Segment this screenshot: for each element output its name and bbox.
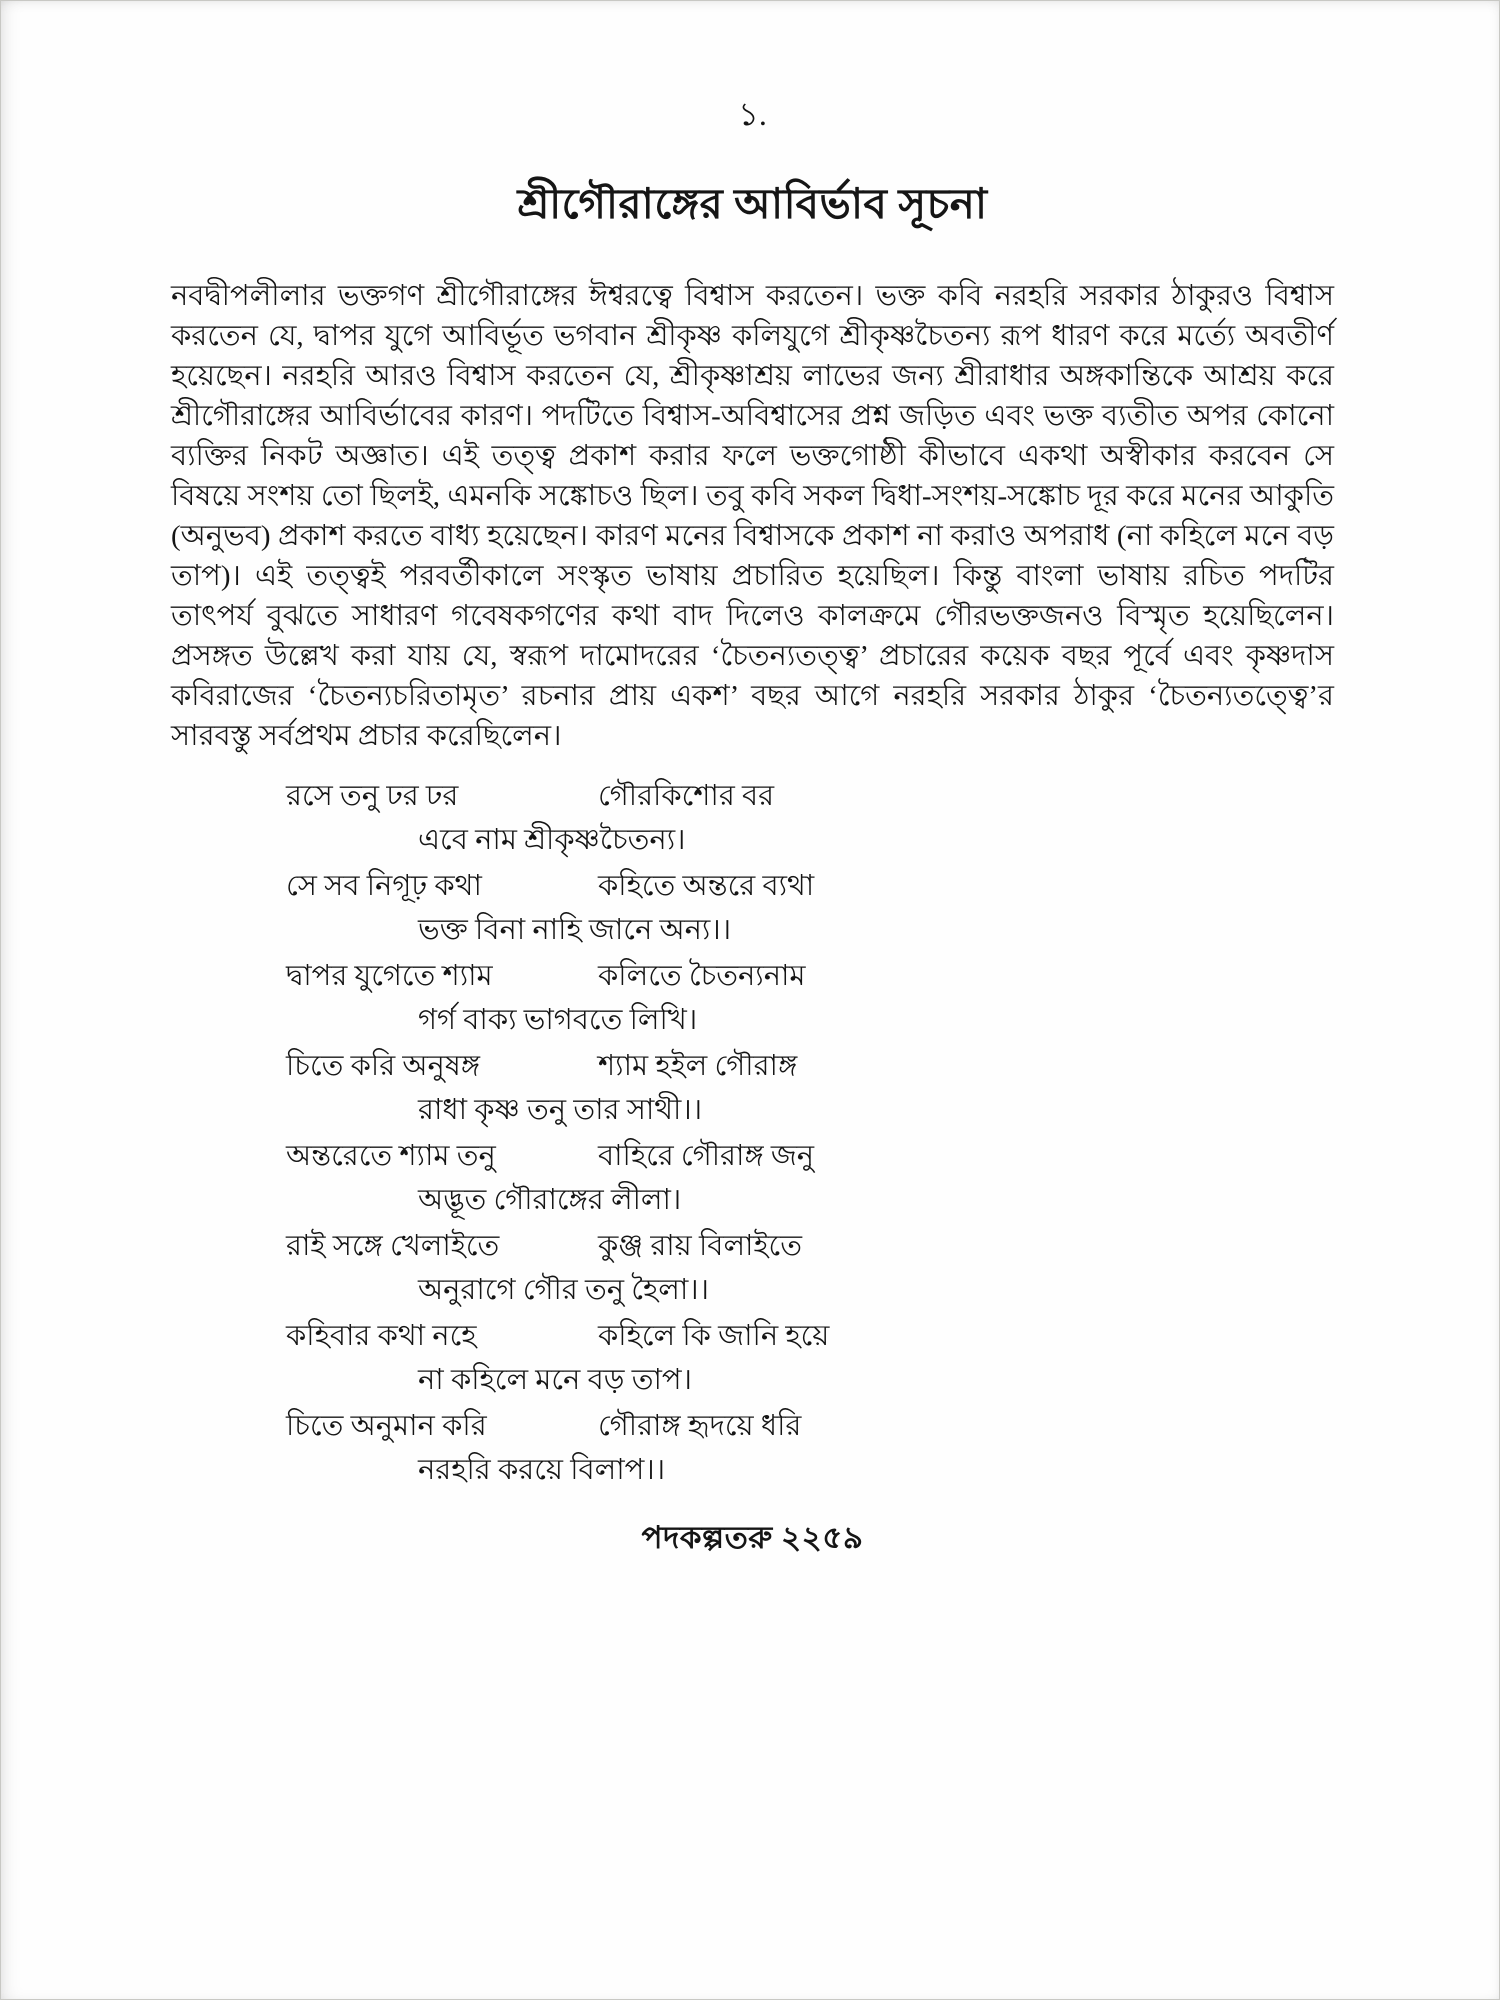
verse-left: দ্বাপর যুগেতে শ্যাম	[286, 960, 493, 993]
verse-bottom-line: ভক্ত বিনা নাহি জানে অন্য।।	[418, 914, 732, 947]
verse-couplet	[286, 1134, 1334, 1222]
verse-top-line	[286, 774, 1334, 818]
page-title: শ্রীগৌরাঙ্গের আবির্ভাব সূচনা	[517, 182, 988, 229]
verse-bottom-line: অনুরাগে গৌর তনু হৈলা।।	[418, 1274, 710, 1307]
verse-right: কহিতে অন্তরে ব্যথা	[598, 870, 815, 903]
verse-bottom-line: গর্গ বাক্য ভাগবতে লিখি।	[418, 1004, 698, 1037]
verse-top-line	[286, 1224, 1334, 1268]
verse-couplet	[286, 1224, 1334, 1312]
footer-citation: পদকল্পতরু ২২৫৯	[641, 1520, 864, 1556]
verse-left: চিতে করি অনুষঙ্গ	[286, 1050, 481, 1083]
verse-left: অন্তরেতে শ্যাম তনু	[286, 1140, 496, 1173]
verse-couplet	[286, 1044, 1334, 1132]
verse-bottom-line: অদ্ভূত গৌরাঙ্গের লীলা।	[418, 1184, 682, 1217]
verse-bottom-line: রাধা কৃষ্ণ তনু তার সাথী।।	[418, 1094, 703, 1127]
verse-right: গৌরাঙ্গ হৃদয়ে ধরি	[598, 1410, 802, 1443]
verse-right: বাহিরে গৌরাঙ্গ জনু	[598, 1140, 815, 1173]
verse-top-line	[286, 1044, 1334, 1088]
verse-couplet	[286, 864, 1334, 952]
verse-bottom-line: এবে নাম শ্রীকৃষ্ণচৈতন্য।	[418, 824, 686, 857]
verse-top-line	[286, 1314, 1334, 1358]
verse-right: কলিতে চৈতন্যনাম	[598, 960, 806, 993]
verse-block	[286, 774, 1334, 1492]
verse-couplet	[286, 954, 1334, 1042]
verse-left: সে সব নিগূঢ় কথা	[286, 870, 482, 903]
verse-left: রাই সঙ্গে খেলাইতে	[286, 1230, 500, 1263]
verse-right: শ্যাম হইল গৌরাঙ্গ	[598, 1050, 798, 1083]
verse-left: কহিবার কথা নহে	[286, 1320, 477, 1353]
verse-bottom-line: না কহিলে মনে বড় তাপ।	[418, 1364, 692, 1397]
verse-bottom-line: নরহরি করয়ে বিলাপ।।	[418, 1454, 666, 1487]
verse-top-line	[286, 864, 1334, 908]
verse-top-line	[286, 1134, 1334, 1178]
body-paragraph: নবদ্বীপলীলার ভক্তগণ শ্রীগৌরাঙ্গের ঈশ্বরত্বে বিশ্বাস করতেন। ভক্ত কবি নরহরি সরকার ঠাকুরও বিশ্বাস করতেন যে, দ্বাপর যুগে আবির্ভূত ভগবান শ্রীকৃষ্ণ কলিযুগে শ্রীকৃষ্ণচৈতন্য রূপ ধারণ করে মর্ত্যে অবতীর্ণ হয়েছেন। নরহরি আরও বিশ্বাস করতেন যে, শ্রীকৃষ্ণাশ্রয় লাভের জন্য শ্রীরাধার অঙ্গকান্তিকে আশ্রয় করে শ্রীগৌরাঙ্গের আবির্ভাবের কারণ। পদটিতে বিশ্বাস-অবিশ্বাসের প্রশ্ন জড়িত এবং ভক্ত ব্যতীত অপর কোনো ব্যক্তির নিকট অজ্ঞাত। এই তত্ত্ব প্রকাশ করার ফলে ভক্তগোষ্ঠী কীভাবে একথা অস্বীকার করবেন সে বিষয়ে সংশয় তো ছিলই, এমনকি সঙ্কোচও ছিল। তবু কবি সকল দ্বিধা-সংশয়-সঙ্কোচ দূর করে মনের আকুতি (অনুভব) প্রকাশ করতে বাধ্য হয়েছেন। কারণ মনের বিশ্বাসকে প্রকাশ না করাও অপরাধ (না কহিলে মনে বড় তাপ)। এই তত্ত্বই পরবর্তীকালে সংস্কৃত ভাষায় প্রচারিত হয়েছিল। কিন্তু বাংলা ভাষায় রচিত পদটির তাৎপর্য বুঝতে সাধারণ গবেষকগণের কথা বাদ দিলেও কালক্রমে গৌরভক্তজনও বিস্মৃত হয়েছিলেন। প্রসঙ্গত উল্লেখ করা যায় যে, স্বরূপ দামোদরের ‘চৈতন্যতত্ত্ব’ প্রচারের কয়েক বছর পূর্বে এবং কৃষ্ণদাস কবিরাজের ‘চৈতন্যচরিতামৃত’ রচনার প্রায় একশ’ বছর আগে নরহরি সরকার ঠাকুর ‘চৈতন্যতত্ত্বে’র সারবস্তু সর্বপ্রথম প্রচার করেছিলেন।	[171, 280, 1334, 753]
page-number: ১.	[738, 96, 767, 132]
verse-couplet	[286, 774, 1334, 862]
verse-left: চিতে অনুমান করি	[286, 1410, 487, 1443]
verse-right: কুঞ্জ রায় বিলাইতে	[598, 1230, 802, 1263]
verse-couplet	[286, 1404, 1334, 1492]
verse-left: রসে তনু ঢর ঢর	[286, 780, 459, 813]
verse-top-line	[286, 954, 1334, 998]
verse-couplet	[286, 1314, 1334, 1402]
verse-right: কহিলে কি জানি হয়ে	[598, 1320, 830, 1353]
verse-top-line	[286, 1404, 1334, 1448]
verse-right: গৌরকিশোর বর	[598, 780, 775, 813]
